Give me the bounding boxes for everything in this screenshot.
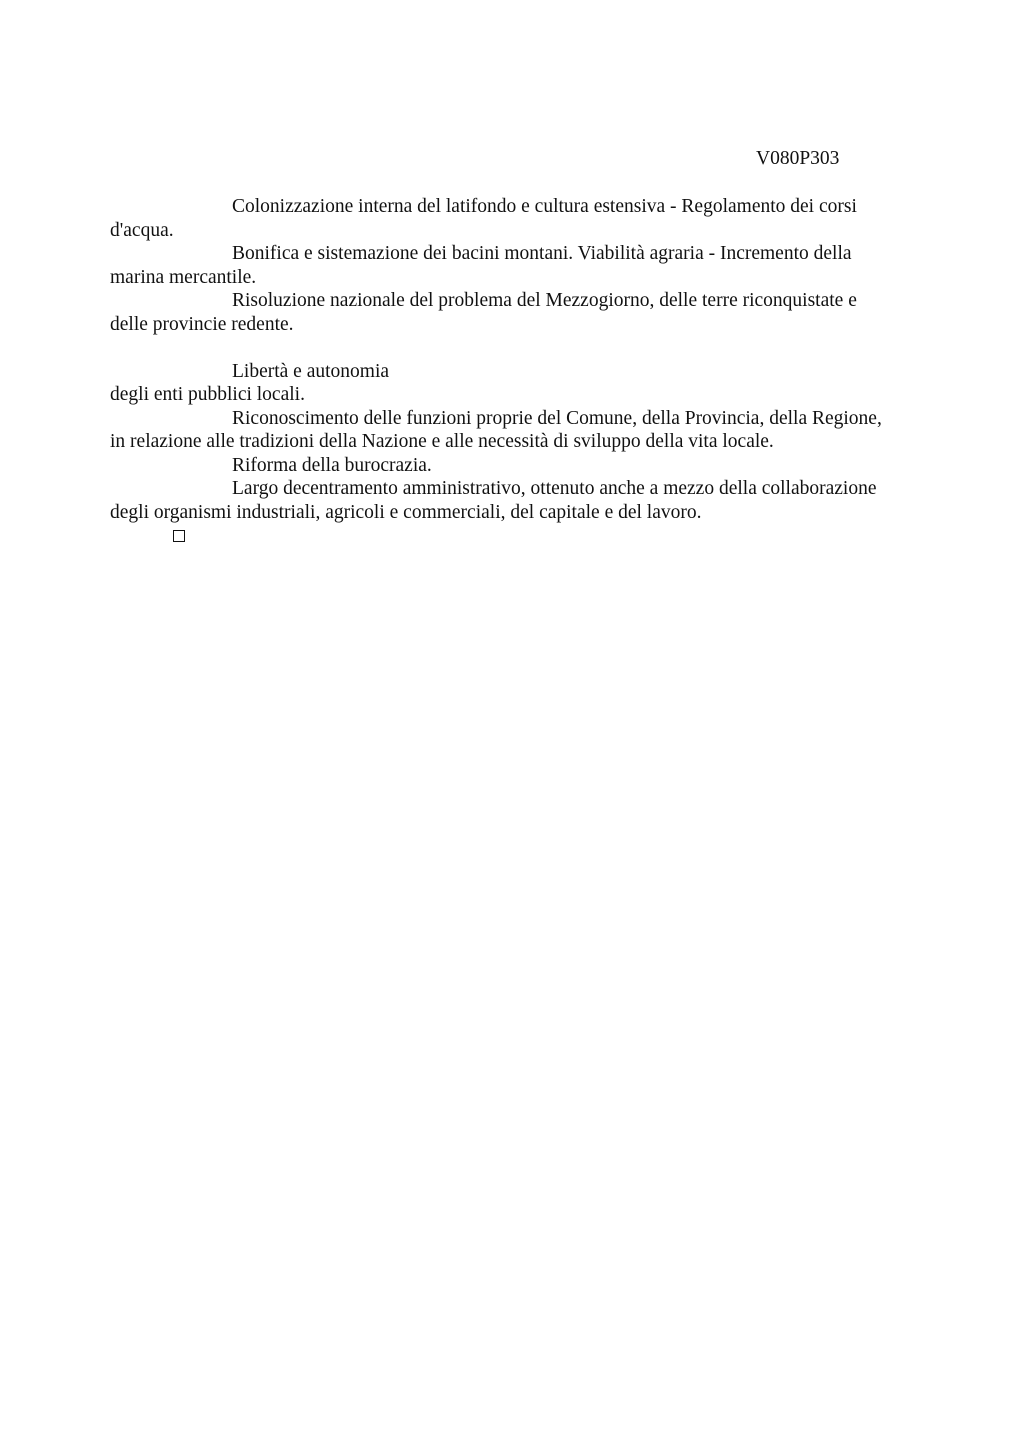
text-line: degli organismi industriali, agricoli e commerciali, del capitale e del lavoro. xyxy=(110,501,702,523)
page-code: V080P303 xyxy=(756,148,840,169)
text-line: degli enti pubblici locali. xyxy=(110,384,305,405)
paragraph-riforma xyxy=(171,454,923,478)
text-line: Risoluzione nazionale del problema del Mezzogiorno, delle terre riconquistate e xyxy=(232,290,857,311)
section-heading-liberta xyxy=(110,360,923,407)
text-line: Bonifica e sistemazione dei bacini montani. Viabilità agraria - Incremento della xyxy=(232,243,852,264)
paragraph-bonifica xyxy=(110,242,923,289)
text-line: delle provincie redente. xyxy=(110,313,294,335)
end-marker-box-icon xyxy=(173,530,185,542)
paragraph-colonizzazione xyxy=(110,195,923,242)
paragraph-mezzogiorno xyxy=(110,289,923,336)
text-line: Libertà e autonomia xyxy=(232,360,390,382)
text-line: in relazione alle tradizioni della Nazione e alle necessità di sviluppo della vita locale. xyxy=(110,431,774,452)
paragraph-decentramento xyxy=(110,477,923,524)
text-line: marina mercantile. xyxy=(110,266,257,288)
text-line: Riconoscimento delle funzioni proprie del Comune, della Provincia, della Regione, xyxy=(232,407,882,429)
document-body xyxy=(110,195,923,542)
paragraph-riconoscimento xyxy=(110,407,923,454)
text-line: d'acqua. xyxy=(110,219,174,241)
text-line: Colonizzazione interna del latifondo e cultura estensiva - Regolamento dei corsi xyxy=(232,196,857,217)
text-line: Riforma della burocrazia. xyxy=(232,454,432,476)
text-line: Largo decentramento amministrativo, ottenuto anche a mezzo della collaborazione xyxy=(232,478,877,499)
blank-line xyxy=(171,336,923,360)
